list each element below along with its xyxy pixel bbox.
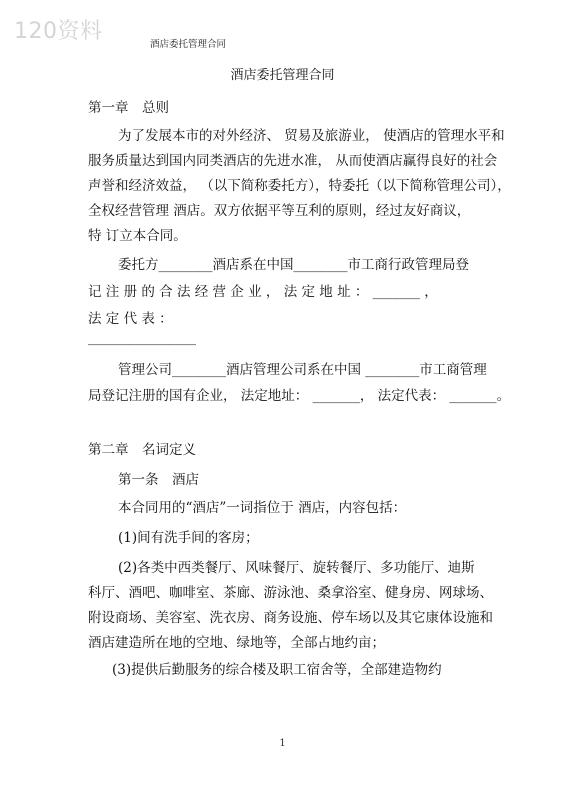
document-title: 酒店委托管理合同 (230, 68, 335, 83)
chapter-2-heading: 第二章 名词定义 (88, 442, 196, 458)
paragraph-line: 酒店建造所在地的空地、绿地等，全部占地约亩； (88, 635, 385, 651)
paragraph-line: 管理公司________酒店管理公司系在中国 ________市工商管理 (118, 362, 487, 378)
paragraph-line: 全权经营管理 酒店。双方依据平等互利的原则，经过友好商议， (88, 203, 471, 219)
paragraph-line: 声誉和经济效益， （以下简称委托方），特委托（以下简称管理公司）， (88, 178, 511, 194)
paragraph-line: 局登记注册的国有企业， 法定地址： _______， 法定代表： _______。 (88, 388, 511, 404)
article-1-heading: 第一条 酒店 (118, 472, 199, 488)
chapter-1-heading: 第一章 总则 (88, 100, 169, 116)
running-header: 酒店委托管理合同 (150, 39, 227, 50)
signature-blank: ________________ (88, 330, 196, 346)
paragraph-line: 服务质量达到国内同类酒店的先进水准， 从而使酒店赢得良好的社会 (88, 153, 498, 169)
paragraph-line: 科厅、酒吧、咖啡室、茶廊、游泳池、桑拿浴室、健身房、网球场、 (88, 585, 493, 601)
list-item: (2)各类中西类餐厅、风味餐厅、旋转餐厅、多功能厅、迪斯 (118, 560, 475, 576)
paragraph-line: 记 注 册 的 合 法 经 营 企 业 ， 法 定 地 址 ： _______ ， (88, 284, 438, 300)
paragraph-line: 本合同用的“酒店”一词指位于 酒店，内容包括： (118, 500, 407, 516)
paragraph-line: 特 订立本合同。 (88, 228, 187, 244)
paragraph-line: 委托方________酒店系在中国________市工商行政管理局登 (118, 257, 469, 273)
list-item: (3)提供后勤服务的综合楼及职工宿舍等，全部建造物约 (112, 662, 442, 678)
watermark: 120资料 (14, 19, 103, 44)
page-number: 1 (279, 738, 286, 749)
paragraph-line: 附设商场、美容室、洗衣房、商务设施、停车场以及其它康体设施和 (88, 610, 493, 626)
list-item: (1)间有洗手间的客房； (118, 530, 259, 546)
paragraph-line: 为了发展本市的对外经济、 贸易及旅游业， 使酒店的管理水平和 (118, 128, 505, 144)
paragraph-line: 法 定 代 表 ： (88, 311, 173, 327)
